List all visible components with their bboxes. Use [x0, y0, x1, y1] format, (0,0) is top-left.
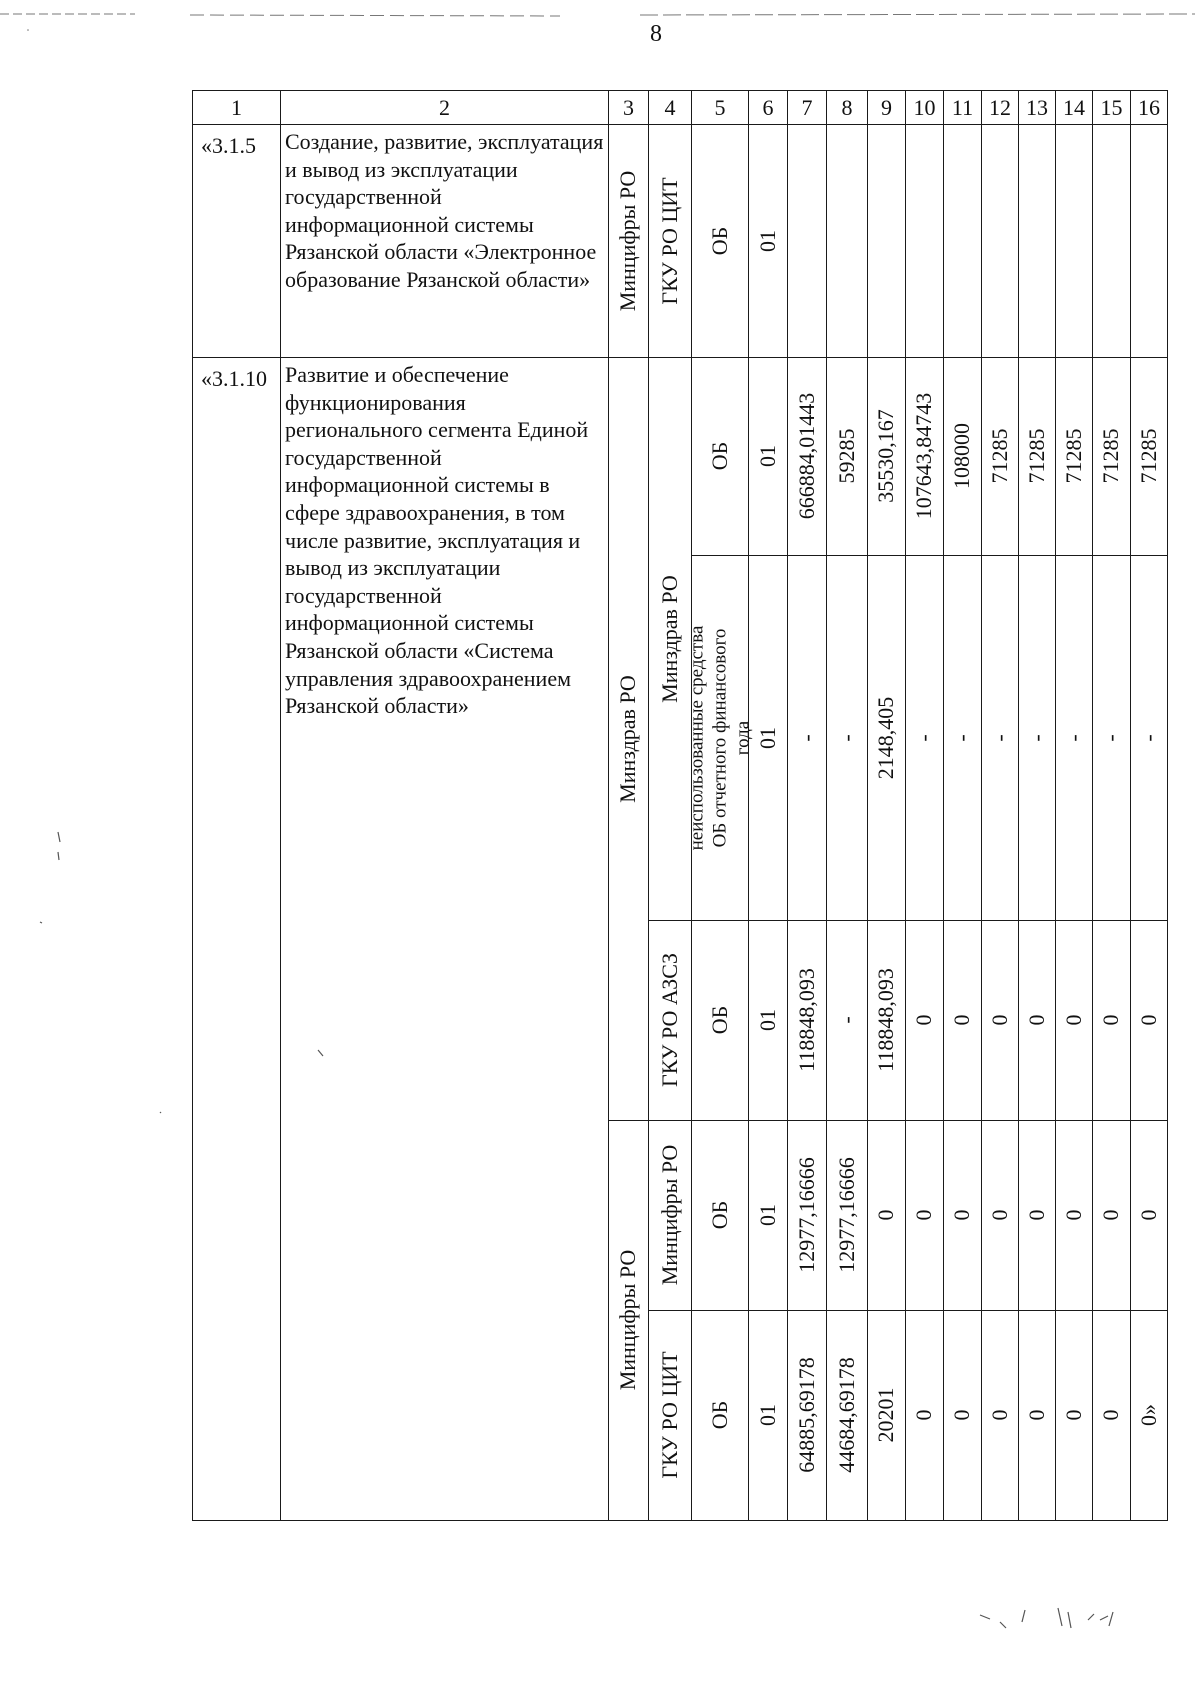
header-cell: 12 [981, 90, 1019, 125]
value-text: 0 [1023, 1209, 1049, 1221]
value-text: 59285 [833, 428, 859, 484]
value-text: 0 [1060, 1014, 1086, 1026]
value-text: - [1060, 733, 1086, 742]
header-cell: 3 [608, 90, 649, 125]
ministry-label: Минцифры РО [615, 170, 640, 311]
program-code: 01 [754, 445, 780, 467]
funding-source: ОБ [706, 1400, 732, 1430]
value-text: 0 [986, 1209, 1012, 1221]
header-cell: 9 [867, 90, 906, 125]
value-text: 0» [1135, 1404, 1161, 1426]
value-text: 0 [1060, 1209, 1086, 1221]
value-cell [787, 124, 827, 358]
value-cell [1018, 124, 1056, 358]
ministry-label: Минздрав РО [615, 674, 640, 803]
executor-label: ГКУ РО ЦИТ [656, 1351, 682, 1479]
value-text: 71285 [1060, 428, 1086, 484]
executor-label: ГКУ РО АЗСЗ [656, 953, 682, 1087]
program-code: 01 [754, 1009, 780, 1031]
value-text: 0 [1135, 1014, 1161, 1026]
value-text: 0 [1098, 1014, 1123, 1026]
header-cell: 11 [943, 90, 982, 125]
header-cell: 14 [1055, 90, 1093, 125]
program-code: 01 [754, 229, 780, 252]
value-text: 0 [873, 1209, 898, 1221]
value-text: 64885,69178 [793, 1357, 819, 1473]
row-code: «3.1.10 [192, 357, 281, 1521]
value-cell [981, 124, 1019, 358]
ministry-label: Минцифры РО [615, 1249, 640, 1391]
header-cell: 13 [1018, 90, 1056, 125]
header-cell: 10 [905, 90, 944, 125]
value-text: - [833, 1016, 859, 1024]
value-text: 0 [986, 1409, 1012, 1421]
row-code: «3.1.5 [192, 124, 281, 358]
program-code: 01 [754, 1204, 780, 1226]
value-text: 108000 [949, 423, 974, 489]
value-cell [867, 124, 906, 358]
value-text: 0 [1098, 1209, 1123, 1221]
value-text: 35530,167 [873, 409, 898, 503]
value-text: 2148,405 [873, 696, 898, 779]
value-text: 0 [986, 1014, 1012, 1026]
value-text: 118848,093 [873, 968, 898, 1072]
value-text: 0 [949, 1209, 974, 1221]
row-description: Создание, развитие, эксплуатация и вывод из эксплуатации государственной информационной системы Рязанской области «Электронное образование Рязанской области» [280, 124, 609, 358]
value-text: 0 [1098, 1409, 1123, 1421]
value-text: 71285 [1098, 428, 1123, 484]
value-text: 71285 [1135, 428, 1161, 484]
funding-source: неиспользованные средства ОБ отчетного финансового года [686, 625, 753, 850]
header-cell: 2 [280, 90, 609, 125]
value-text: - [986, 733, 1012, 742]
value-text: 20201 [873, 1387, 898, 1443]
header-cell: 5 [691, 90, 749, 125]
value-text: 0 [1060, 1409, 1086, 1421]
funding-source: ОБ [706, 1200, 732, 1230]
program-code: 01 [754, 1404, 780, 1426]
value-text: 71285 [986, 428, 1012, 484]
value-text: 0 [949, 1409, 974, 1421]
value-text: - [949, 733, 974, 742]
value-text: 12977,16666 [833, 1157, 859, 1273]
value-text: 107643,84743 [911, 392, 936, 520]
value-text: 44684,69178 [833, 1357, 859, 1473]
header-cell: 8 [826, 90, 868, 125]
page-number: 8 [650, 21, 662, 47]
value-text: - [833, 733, 859, 742]
row-description: Развитие и обеспечение функционирования регионального сегмента Единой государственной информационной системы в сфере здравоохранения, в том числе развитие, эксплуатация и вывод из эксплуатации государственной информационной системы Рязанской области «Система управления здравоохранением Рязанской области» [280, 357, 609, 1521]
value-cell [1092, 124, 1131, 358]
program-code: 01 [754, 726, 780, 749]
executor-label: Минцифры РО [656, 1144, 682, 1286]
value-cell [826, 124, 868, 358]
funding-source: ОБ [706, 441, 732, 471]
scan-noise [0, 0, 1200, 60]
value-cell [1055, 124, 1093, 358]
value-text: 0 [911, 1209, 936, 1221]
executor-label: Минздрав РО [656, 574, 682, 703]
value-cell [1130, 124, 1168, 358]
value-text: 71285 [1023, 428, 1049, 484]
value-text: 666884,01443 [793, 392, 819, 520]
value-text: 0 [1135, 1209, 1161, 1221]
header-cell: 1 [192, 90, 281, 125]
value-cell [905, 124, 944, 358]
value-text: 0 [911, 1014, 936, 1026]
value-text: - [911, 733, 936, 742]
executor-label: ГКУ РО ЦИТ [656, 176, 682, 305]
value-text: - [1098, 733, 1123, 742]
value-text: - [1023, 733, 1049, 742]
header-cell: 15 [1092, 90, 1131, 125]
funding-source: ОБ [706, 226, 732, 255]
value-text: - [1135, 733, 1161, 742]
header-cell: 4 [648, 90, 692, 125]
header-cell: 6 [748, 90, 788, 125]
value-text: 0 [911, 1409, 936, 1421]
value-text: 12977,16666 [793, 1157, 819, 1273]
header-cell: 7 [787, 90, 827, 125]
header-cell: 16 [1130, 90, 1168, 125]
value-text: - [793, 733, 819, 742]
funding-source: ОБ [706, 1005, 732, 1035]
value-text: 0 [1023, 1409, 1049, 1421]
value-cell [943, 124, 982, 358]
value-text: 0 [1023, 1014, 1049, 1026]
value-text: 118848,093 [793, 968, 819, 1072]
value-text: 0 [949, 1014, 974, 1026]
